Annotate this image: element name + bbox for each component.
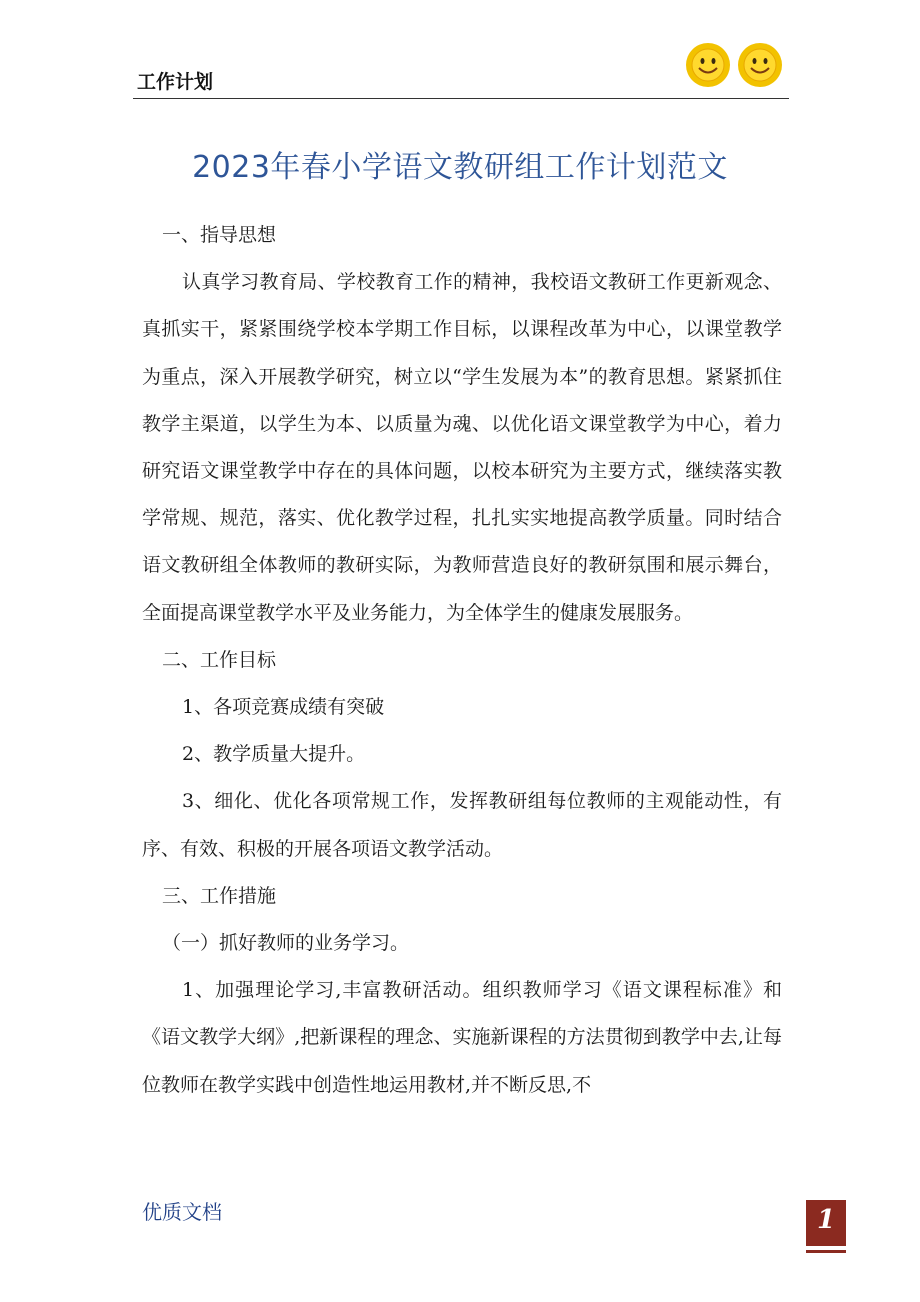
smiley-sun-icon <box>737 42 783 88</box>
document-title: 2023年春小学语文教研组工作计划范文 <box>192 150 728 185</box>
section-heading: 二、工作目标 <box>162 648 277 671</box>
document-body <box>142 212 782 1109</box>
header-title: 工作计划 <box>137 71 214 93</box>
list-item: 3、细化、优化各项常规工作，发挥教研组每位教师的主观能动性，有序、有效、积极的开展各项语文教学活动。 <box>142 790 782 860</box>
section-heading: 一、指导思想 <box>162 224 277 246</box>
paragraph: 1、加强理论学习,丰富教研活动。组织教师学习《语文课程标准》和《语文教学大纲》,把新课程的理念、实施新课程的方法贯彻到教学中去,让每位教师在教学实践中创造性地运用教材,并不断反思,不 <box>142 979 782 1096</box>
section-heading: 三、工作措施 <box>162 884 277 907</box>
smiley-sun-icon <box>685 42 731 88</box>
list-item: 2、教学质量大提升。 <box>182 743 366 766</box>
list-item: 1、各项竞赛成绩有突破 <box>182 696 385 719</box>
page-header <box>133 42 789 99</box>
header-decoration <box>685 42 783 88</box>
footer-label: 优质文档 <box>142 1200 222 1224</box>
paragraph: 认真学习教育局、学校教育工作的精神，我校语文教研工作更新观念、真抓实干，紧紧围绕学校本学期工作目标，以课程改革为中心，以课堂教学为重点，深入开展教学研究，树立以“学生发展为本”的教育思想。紧紧抓住教学主渠道，以学生为本、以质量为魂、以优化语文课堂教学为中心，着力研究语文课堂教学中存在的具体问题，以校本研究为主要方式，继续落实教学常规、规范，落实、优化教学过程，扎扎实实地提高教学质量。同时结合语文教研组全体教师的教研实际，为教师营造良好的教研氛围和展示舞台，全面提高课堂教学水平及业务能力，为全体学生的健康发展服务。 <box>142 271 782 624</box>
page-number-badge: 1 <box>806 1200 846 1246</box>
subsection-heading: （一）抓好教师的业务学习。 <box>162 932 410 955</box>
